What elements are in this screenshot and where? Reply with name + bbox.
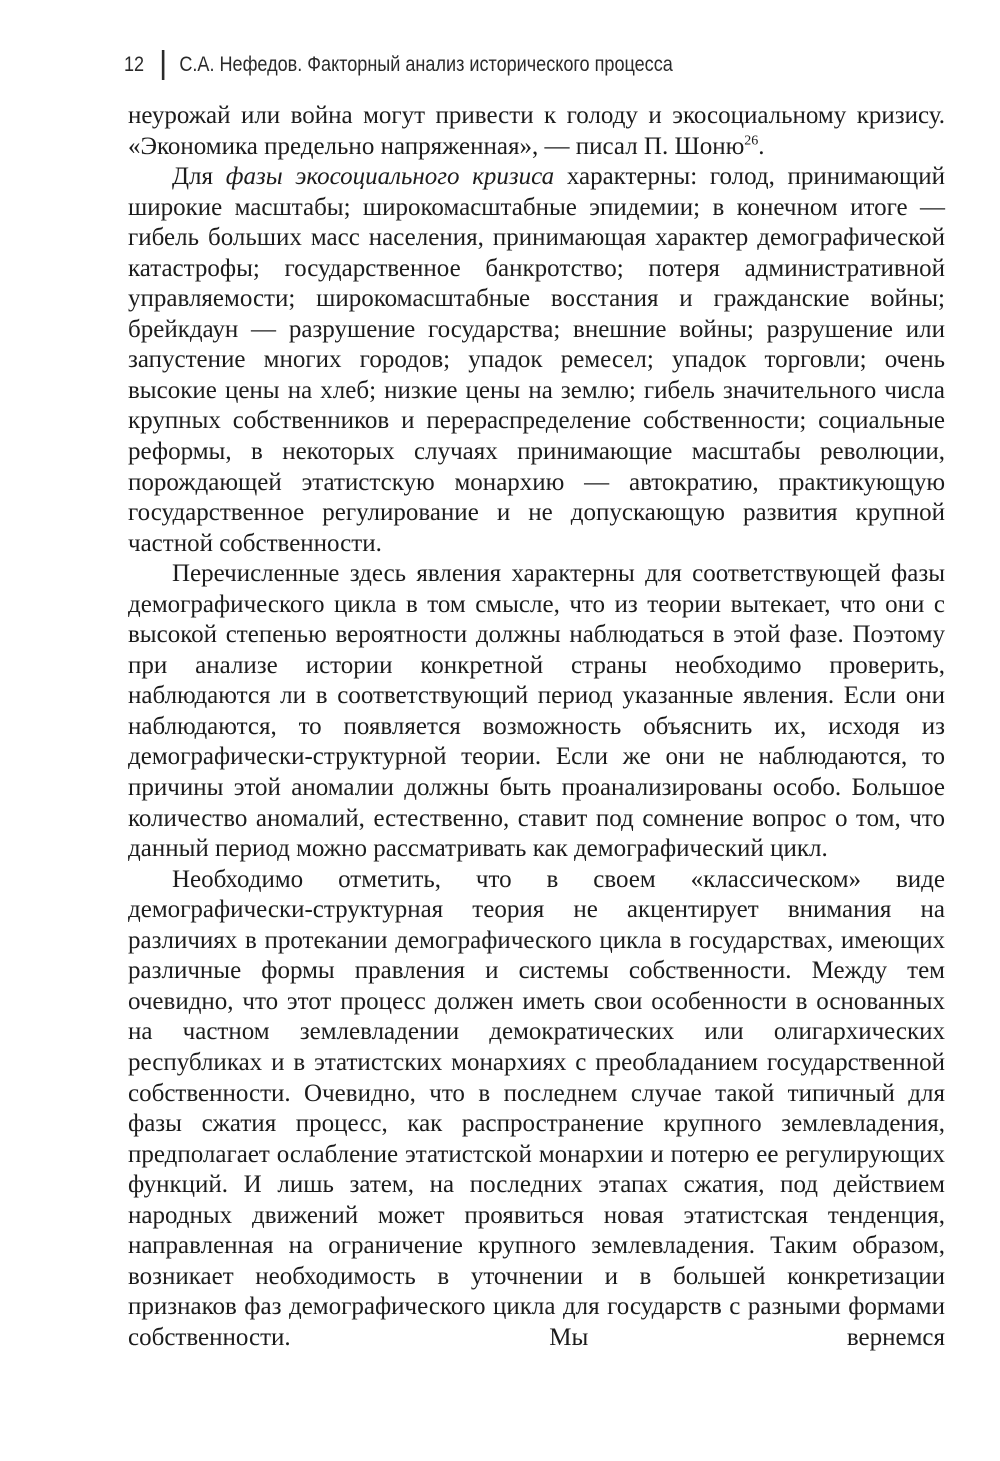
paragraph-end: . — [758, 132, 765, 160]
paragraph — [128, 162, 945, 559]
running-head — [124, 48, 673, 82]
footnote-reference[interactable]: 26 — [744, 133, 759, 149]
book-title: С.А. Нефедов. Факторный анализ исторического процесса — [179, 53, 673, 76]
italic-term: фазы экосоциального кризиса — [225, 163, 555, 191]
body-text — [128, 101, 945, 1353]
paragraph-text: характерны: голод, принимающий широкие масштабы; широкомасштабные эпидемии; в конечном итоге — гибель больших масс населения, принимающая характер демографической катастрофы; государственное банкротство; потеря административной управляемости; широкомасштабные восстания и гражданские войны; брейкдаун — разрушение государства; внешние войны; разрушение или запустение многих городов; упадок ремесел; упадок торговли; очень высокие цены на хлеб; низкие цены на землю; гибель значительного числа крупных собственников и перераспределение собственности; социальные реформы, в некоторых случаях принимающие масштабы революции, порождающей этатистскую монархию — автократию, практикующую государственное регулирование и не допускающую развития крупной частной собственности. — [128, 163, 945, 557]
page-number: 12 — [124, 53, 145, 76]
header-divider — [162, 50, 165, 80]
paragraph-lead: Для — [172, 163, 226, 191]
paragraph: Перечисленные здесь явления характерны для соответствующей фазы демографического цикла в том смысле, что из теории вытекает, что они с высокой степенью вероятности должны наблюдаться в этой фазе. Поэтому при анализе истории конкретной страны необходимо проверить, наблюдаются ли в соответствующий период указанные явления. Если они наблюдаются, то появляется возможность объяснить их, исходя из демографически-структурной теории. Если же они не наблюдаются, то причины этой аномалии должны быть проанализированы особо. Большое количество аномалий, естественно, ставит под сомнение вопрос о том, что данный период можно рассматривать как демографический цикл. — [128, 560, 945, 863]
paragraph-text: неурожай или война могут привести к голоду и экосоциальному кризису. «Экономика предельно напряженная», — писал П. Шоню — [128, 102, 945, 160]
paragraph: Необходимо отметить, что в своем «классическом» виде демографически-структурная теория не акцентирует внимания на различиях в протекании демографического цикла в государствах, имеющих различные формы правления и системы собственности. Между тем очевидно, что этот процесс должен иметь свои особенности в основанных на частном землевладении демократических или олигархических республиках и в этатистских монархиях с преобладанием государственной собственности. Очевидно, что в последнем случае такой типичный для фазы сжатия процесс, как распространение крупного землевладения, предполагает ослабление этатистской монархии и потерю ее регулирующих функций. И лишь затем, на последних этапах сжатия, под действием народных движений может проявиться новая этатистская тенденция, направленная на ограничение крупного землевладения. Таким образом, возникает необходимость в уточнении и в большей конкретизации признаков фаз демографического цикла для государств с разными формами собственности. Мы вернемся — [128, 865, 945, 1351]
paragraph — [128, 101, 945, 162]
